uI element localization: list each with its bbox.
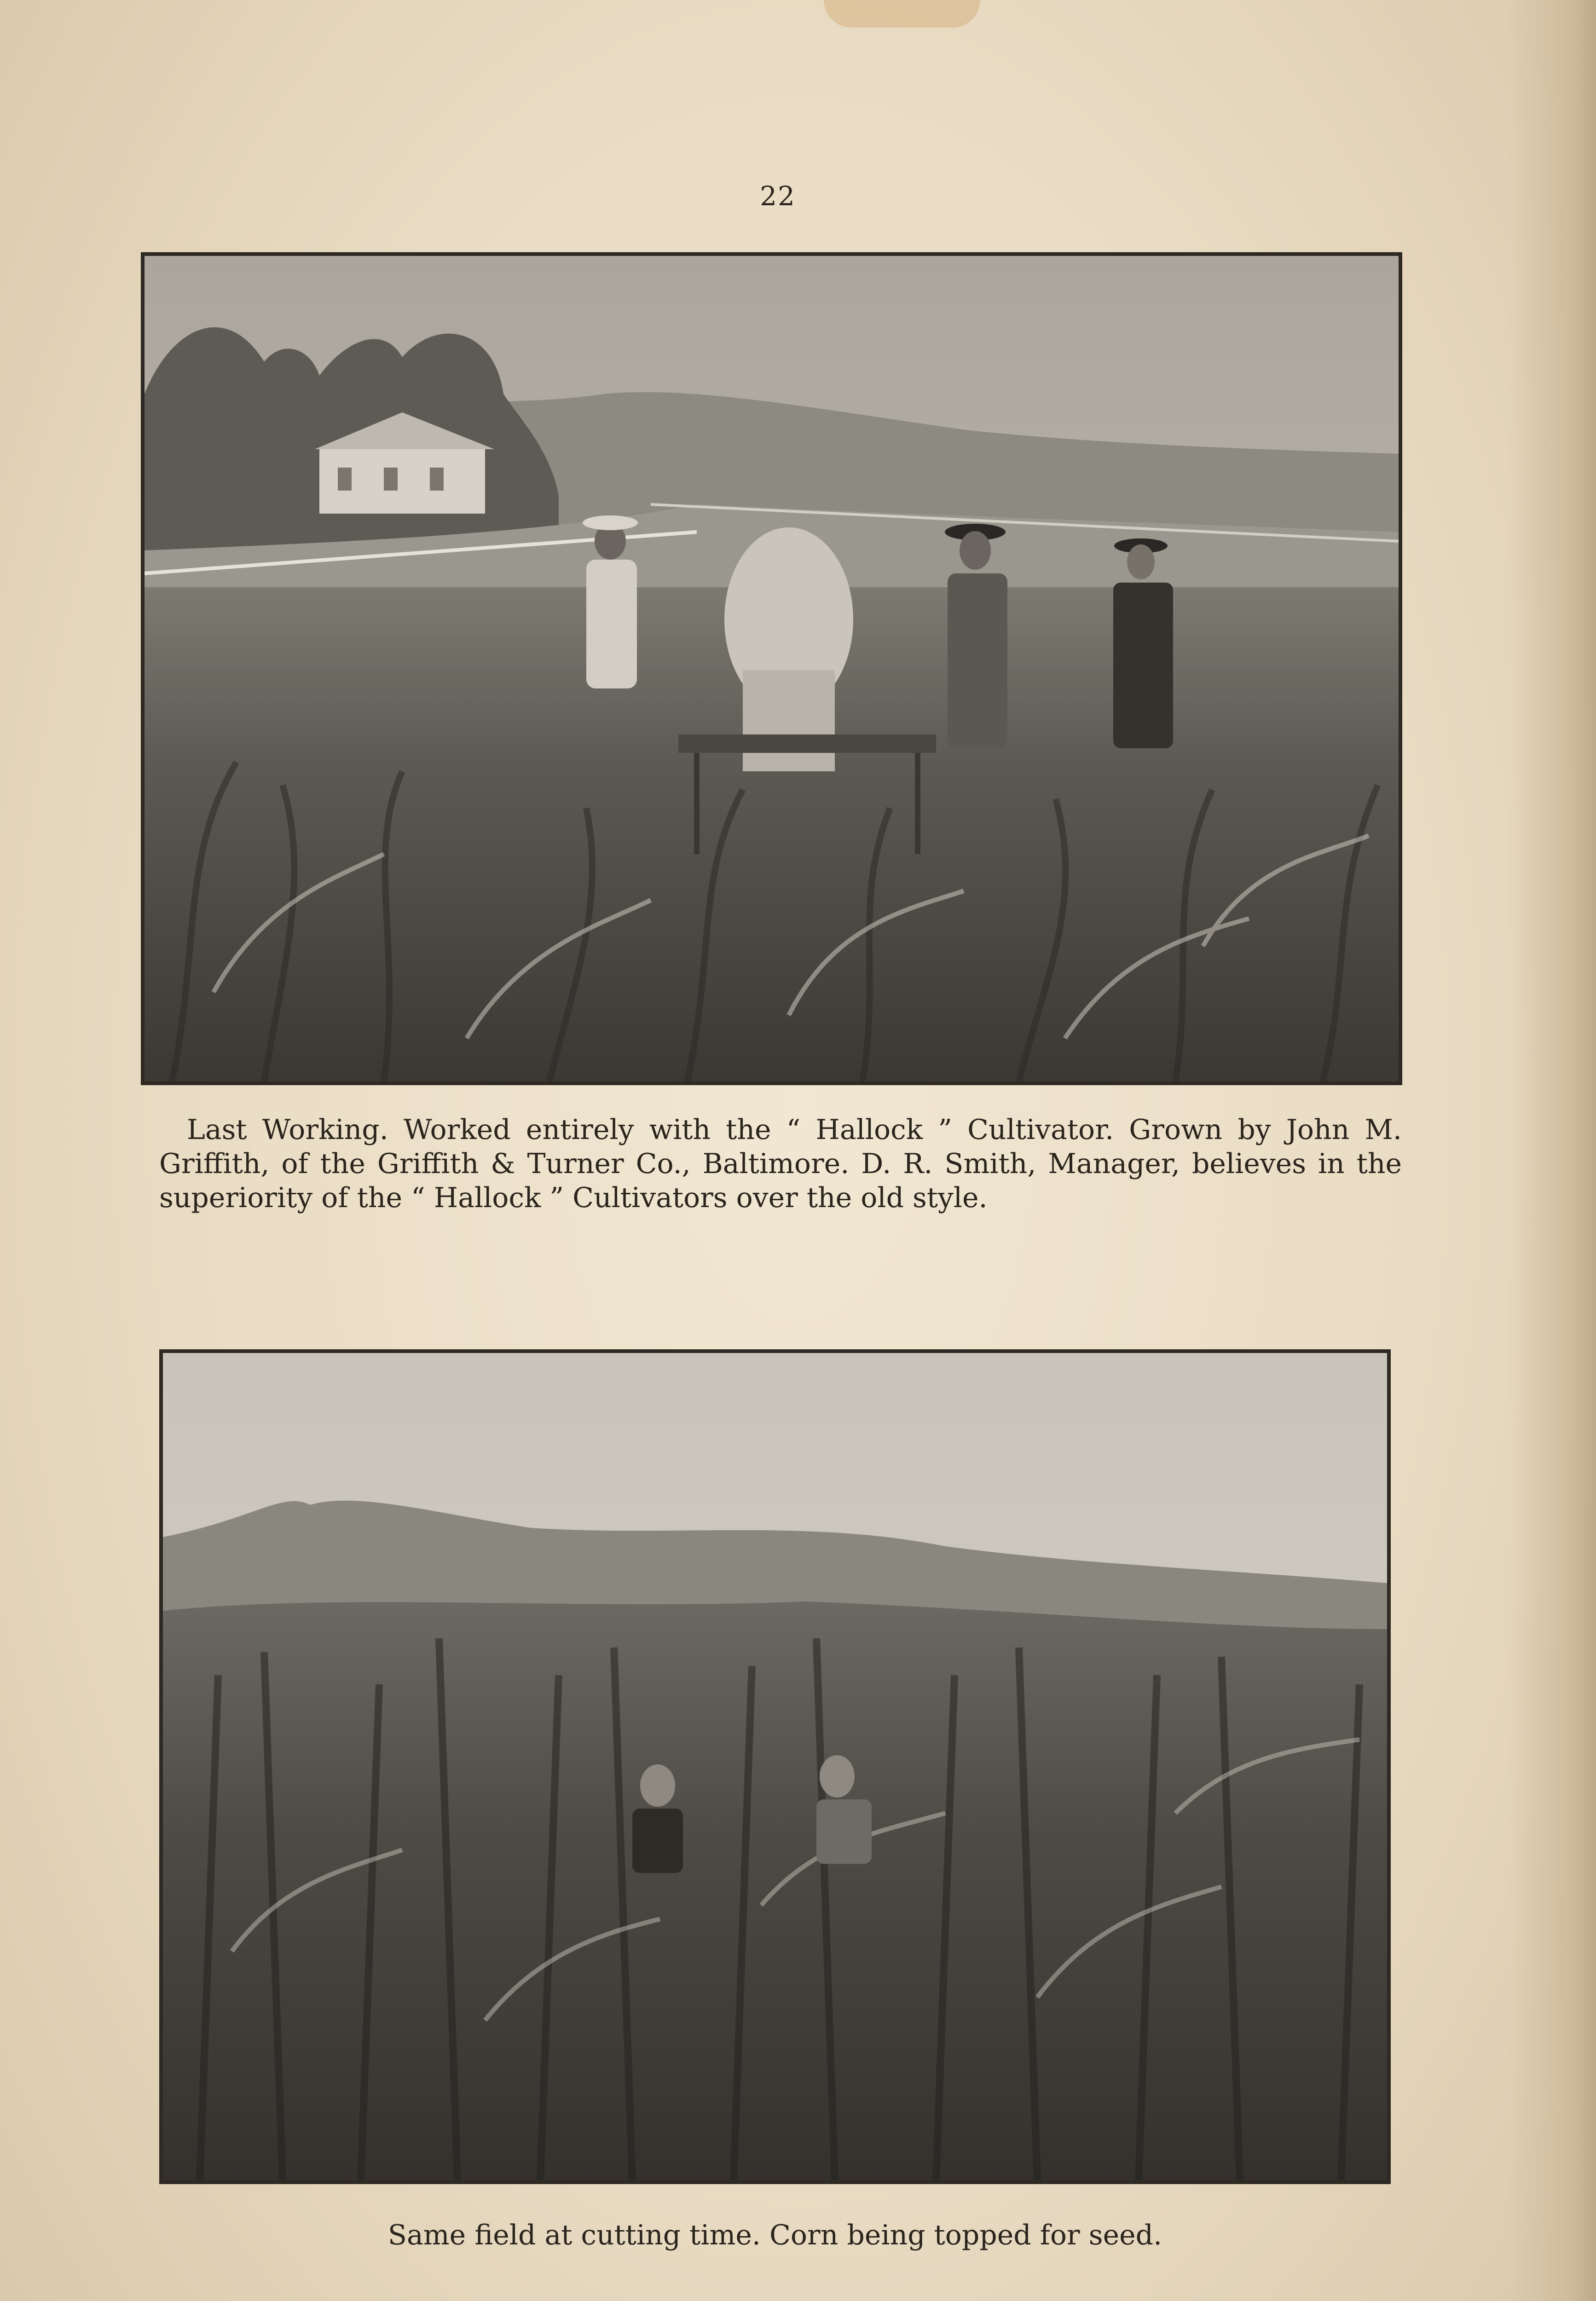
photo-cutting-time-field [159, 1349, 1391, 2184]
photo-cultivator-field [141, 252, 1402, 1085]
page-number: 22 [760, 180, 796, 212]
photo-caption-cutting-time: Same field at cutting time. Corn being topped for seed. [387, 2219, 1162, 2251]
paper-stain [824, 0, 980, 28]
photo-caption-cultivator: Last Working. Worked entirely with the “ Hallock ” Cultivator. Grown by John M. Griffith, of the Griffith & Turner Co., Baltimore. D. R. Smith, Manager, believes in the superiority of the “ Hallock ” Cultivators over the old style. [159, 1114, 1402, 1214]
page-edge-shadow [1509, 0, 1596, 2301]
photo-cutting-time-field-image [163, 1353, 1387, 2180]
photo-cultivator-field-image [145, 256, 1399, 1081]
